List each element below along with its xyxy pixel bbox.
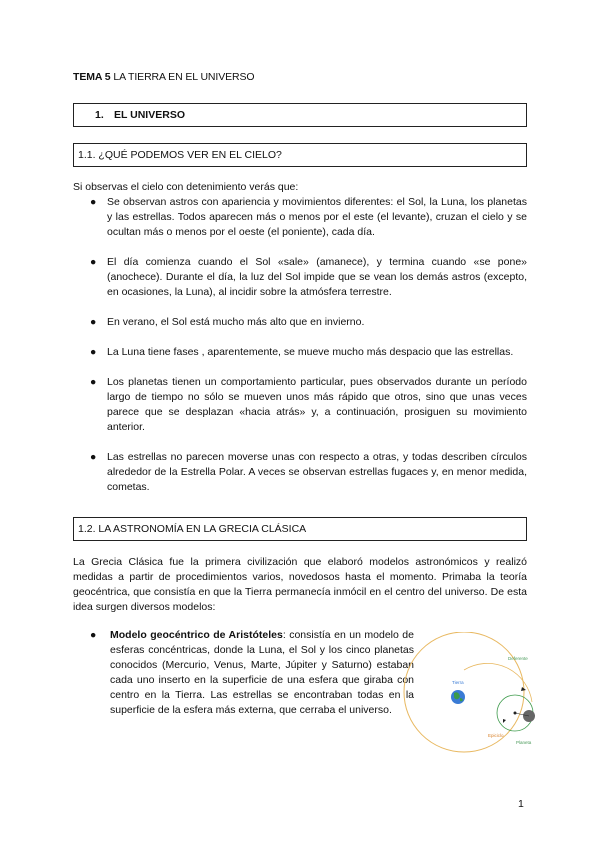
list-item bbox=[73, 315, 527, 330]
bullet-icon: ● bbox=[90, 316, 97, 328]
section-1-2-box bbox=[73, 517, 527, 541]
intro-text: Si observas el cielo con detenimiento verás que: bbox=[73, 181, 299, 193]
outer-orbit bbox=[404, 632, 524, 752]
model-title: Modelo geocéntrico de Aristóteles bbox=[110, 629, 283, 641]
list-item bbox=[73, 375, 527, 435]
bullet-icon: ● bbox=[90, 629, 97, 641]
list-item-text: La Luna tiene fases , aparentemente, se mueve mucho más despacio que las estrellas. bbox=[107, 346, 514, 358]
topic-label: TEMA 5 bbox=[73, 71, 111, 83]
bullet-icon: ● bbox=[90, 256, 97, 268]
list-item bbox=[73, 255, 527, 300]
aristotle-model-item bbox=[90, 628, 414, 718]
epiciclo-label: Epiciclo bbox=[488, 733, 504, 738]
section-1-1-title: 1.1. ¿QUÉ PODEMOS VER EN EL CIELO? bbox=[78, 149, 282, 161]
section-1-title: EL UNIVERSO bbox=[114, 109, 185, 121]
list-item bbox=[73, 195, 527, 240]
earth-label: Tierra bbox=[452, 680, 464, 685]
bullet-icon: ● bbox=[90, 451, 97, 463]
section-1-number: 1. bbox=[95, 109, 104, 121]
list-item-text: Se observan astros con apariencia y movimientos diferentes: el Sol, la Luna, los planetas y las estrellas. Todos aparecen más o menos por el este (el levante), cruzan el cielo y se ocultan más o menos por el oeste (el poniente), cada día. bbox=[107, 196, 527, 238]
section-1-2-title: 1.2. LA ASTRONOMÍA EN LA GRECIA CLÁSICA bbox=[78, 523, 307, 535]
page-number: 1 bbox=[518, 798, 524, 810]
bullet-icon: ● bbox=[90, 346, 97, 358]
planeta-label: Planeta bbox=[516, 740, 532, 745]
geocentric-diagram bbox=[402, 632, 548, 780]
bullet-icon: ● bbox=[90, 196, 97, 208]
topic-title: LA TIERRA EN EL UNIVERSO bbox=[113, 71, 255, 83]
list-item bbox=[73, 450, 527, 495]
section-1-box bbox=[73, 103, 527, 127]
list-item-text: En verano, el Sol está mucho más alto que en invierno. bbox=[107, 316, 365, 328]
greek-paragraph: La Grecia Clásica fue la primera civilización que elaboró modelos astronómicos y realizó medidas a partir de procedimientos varios, novedosos hasta el momento. Primaba la teoría geocéntrica, que consistía en que la Tierra permanecía inmócil en el centro del universo. De esta idea surgen diversos modelos: bbox=[73, 556, 527, 613]
model-text: : consistía en un modelo de esferas concéntricas, donde la Luna, el Sol y los cinco planetas conocidos (Mercurio, Venus, Marte, Júpiter y Saturno) estaban cada uno inserto en la superficie de una esfera que giraba con centro en la Tierra. Las estrellas se encontraban todas en la superficie de la esfera más externa, que cerraba el universo. bbox=[110, 629, 414, 716]
section-1-1-box bbox=[73, 143, 527, 167]
list-item-text: Las estrellas no parecen moverse unas con respecto a otras, y todas describen círculos alrededor de la Estrella Polar. A veces se observan estrellas fugaces y, en menor medida, cometas. bbox=[107, 451, 527, 493]
list-item bbox=[73, 345, 527, 360]
list-item-text: El día comienza cuando el Sol «sale» (amanece), y termina cuando «se pone» (anochece). Durante el día, la luz del Sol impide que se vean los demás astros (excepto, en ocasiones, la Luna), al incidir sobre la atmósfera terrestre. bbox=[107, 256, 527, 298]
deferente-label: Deferente bbox=[508, 656, 528, 661]
list-item-text: Los planetas tienen un comportamiento particular, pues observados durante un período largo de tiempo no sólo se mueven unos más rápido que otros, sino que unas veces parece que se desplazan «hacia atrás» y, a continuación, prosiguen su movimiento anterior. bbox=[107, 376, 527, 433]
topic-heading bbox=[73, 71, 255, 83]
observation-list bbox=[73, 195, 527, 495]
epicycle-arrow-icon bbox=[503, 719, 506, 723]
bullet-icon: ● bbox=[90, 376, 97, 388]
